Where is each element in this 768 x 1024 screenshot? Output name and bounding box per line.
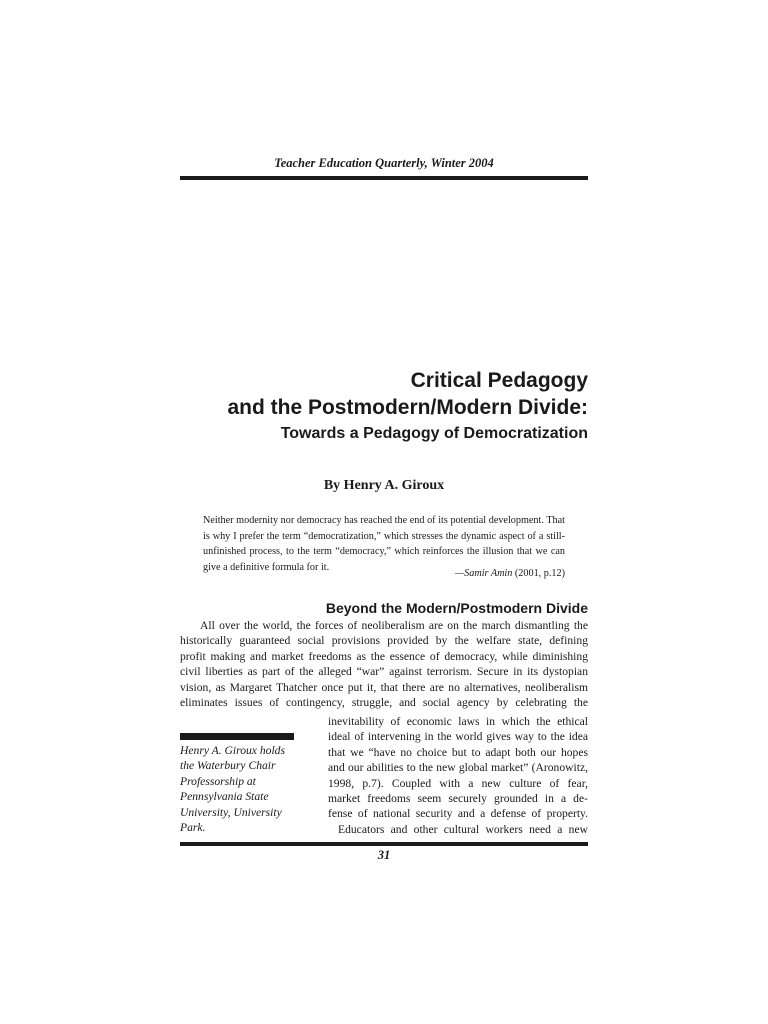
body-line: civil liberties as part of the alleged “war” against terrorism. Secure in its dystopian	[180, 665, 588, 679]
author-bio-rule	[180, 733, 294, 740]
body-line: and our abilities to the new global market” (Aronowitz,	[328, 761, 588, 775]
body-line: ideal of intervening in the world gives way to the idea	[328, 730, 588, 744]
section-heading: Beyond the Modern/Postmodern Divide	[325, 600, 588, 616]
bio-line: the Waterbury Chair	[180, 759, 276, 773]
epigraph-author: —Samir Amin	[455, 568, 513, 579]
bio-line: Henry A. Giroux holds	[180, 744, 285, 757]
body-text-narrow-column	[328, 714, 588, 837]
title-line-2: and the Postmodern/Modern Divide:	[227, 396, 588, 419]
bio-line: Professorship at	[180, 774, 256, 788]
body-line: All over the world, the forces of neoliberalism are on the march dismantling the	[200, 619, 588, 632]
body-line: historically guaranteed social provisions provided by the welfare state, defining	[180, 634, 588, 648]
page-number: 31	[377, 848, 391, 862]
footer-rule	[180, 842, 588, 846]
article-title	[180, 367, 588, 445]
body-line: inevitability of economic laws in which the ethical	[328, 715, 588, 728]
byline: By Henry A. Giroux	[323, 478, 445, 493]
title-line-1: Critical Pedagogy	[410, 369, 588, 392]
header-rule	[180, 176, 588, 180]
author-bio	[180, 743, 320, 835]
epigraph-text: Neither modernity nor democracy has reached the end of its potential development. That is why I prefer the term “democratization,” which stresses the dynamic aspect of a still-unfinished process, to the term “democracy,” which reinforces the illusion that we can give a definitive formula for it.	[203, 515, 565, 573]
body-line: eliminates issues of contingency, struggle, and social agency by celebrating the	[180, 696, 588, 710]
bio-line: Park.	[180, 821, 206, 835]
epigraph-citation: (2001, p.12)	[514, 568, 565, 579]
body-line: market freedoms seem securely grounded in a de-	[328, 792, 588, 806]
body-line: fense of national security and a defense of property.	[328, 807, 588, 821]
body-line: that we “have no choice but to adapt both our hopes	[328, 745, 588, 759]
body-line: profit making and market freedoms as the essence of democracy, while diminishing	[180, 649, 588, 663]
body-line: Educators and other cultural workers need a new	[338, 822, 588, 836]
body-text-full-width	[180, 618, 588, 710]
body-line: vision, as Margaret Thatcher once put it, that there are no alternatives, neoliberalism	[180, 680, 588, 694]
article-subtitle: Towards a Pedagogy of Democratization	[280, 425, 588, 442]
journal-header: Teacher Education Quarterly, Winter 2004	[274, 156, 494, 170]
bio-line: Pennsylvania State	[180, 790, 269, 804]
bio-line: University, University	[180, 805, 282, 819]
body-line: 1998, p.7). Coupled with a new culture of fear,	[328, 776, 588, 790]
epigraph-attribution	[203, 568, 565, 579]
